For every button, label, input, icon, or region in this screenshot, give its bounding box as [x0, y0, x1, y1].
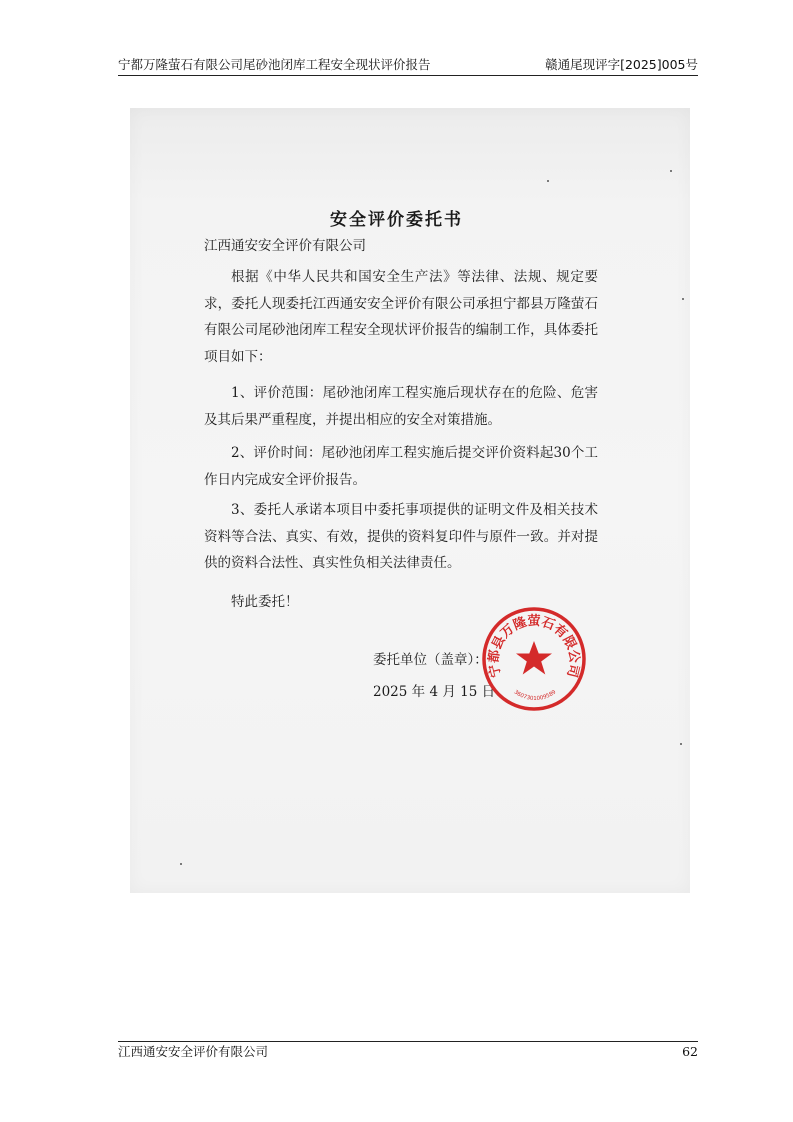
letter-date: 2025 年 4 月 15 日: [373, 684, 496, 700]
footer-page-number: 62: [682, 1044, 698, 1059]
company-seal: [480, 605, 588, 713]
scan-speck: [670, 170, 672, 172]
footer-divider: [118, 1041, 698, 1042]
scan-speck: [680, 743, 682, 745]
letter-paragraph: 3、委托人承诺本项目中委托事项提供的证明文件及相关技术资料等合法、真实、有效，提供的资料复印件与原件一致。并对提供的资料合法性、真实性负相关法律责任。: [204, 502, 598, 571]
scan-speck: [180, 863, 182, 865]
page-footer: [118, 1043, 698, 1061]
header-divider: [118, 75, 698, 76]
letter-title: 安全评价委托书: [330, 210, 463, 230]
scan-speck: [547, 180, 549, 182]
header-report-title: 宁都万隆萤石有限公司尾砂池闭库工程安全现状评价报告: [118, 57, 431, 72]
footer-company: 江西通安安全评价有限公司: [118, 1044, 269, 1059]
seal-star-icon: [516, 641, 552, 675]
letter-signer: 委托单位（盖章）：: [373, 652, 488, 668]
letter-paragraph: 1、评价范围：尾砂池闭库工程实施后现状存在的危险、危害及其后果严重程度，并提出相应的安全对策措施。: [204, 385, 598, 428]
letter-closing: 特此委托！: [231, 594, 299, 610]
seal-number: 3607301009589: [512, 689, 558, 702]
letter-paragraph: 根据《中华人民共和国安全生产法》等法律、法规、规定要求，委托人现委托江西通安安全评价有限公司承担宁都县万隆萤石有限公司尾砂池闭库工程安全现状评价报告的编制工作，具体委托项目如下：: [204, 269, 598, 365]
page-header: [118, 56, 698, 74]
scan-speck: [682, 298, 684, 300]
letter-paragraph: 2、评价时间：尾砂池闭库工程实施后提交评价资料起30个工作日内完成安全评价报告。: [204, 445, 598, 488]
letter-addressee: 江西通安安全评价有限公司: [204, 238, 366, 254]
header-report-number: 赣通尾现评字[2025]005号: [545, 57, 698, 72]
seal-text: 宁都县万隆萤石有限公司: [486, 614, 582, 679]
